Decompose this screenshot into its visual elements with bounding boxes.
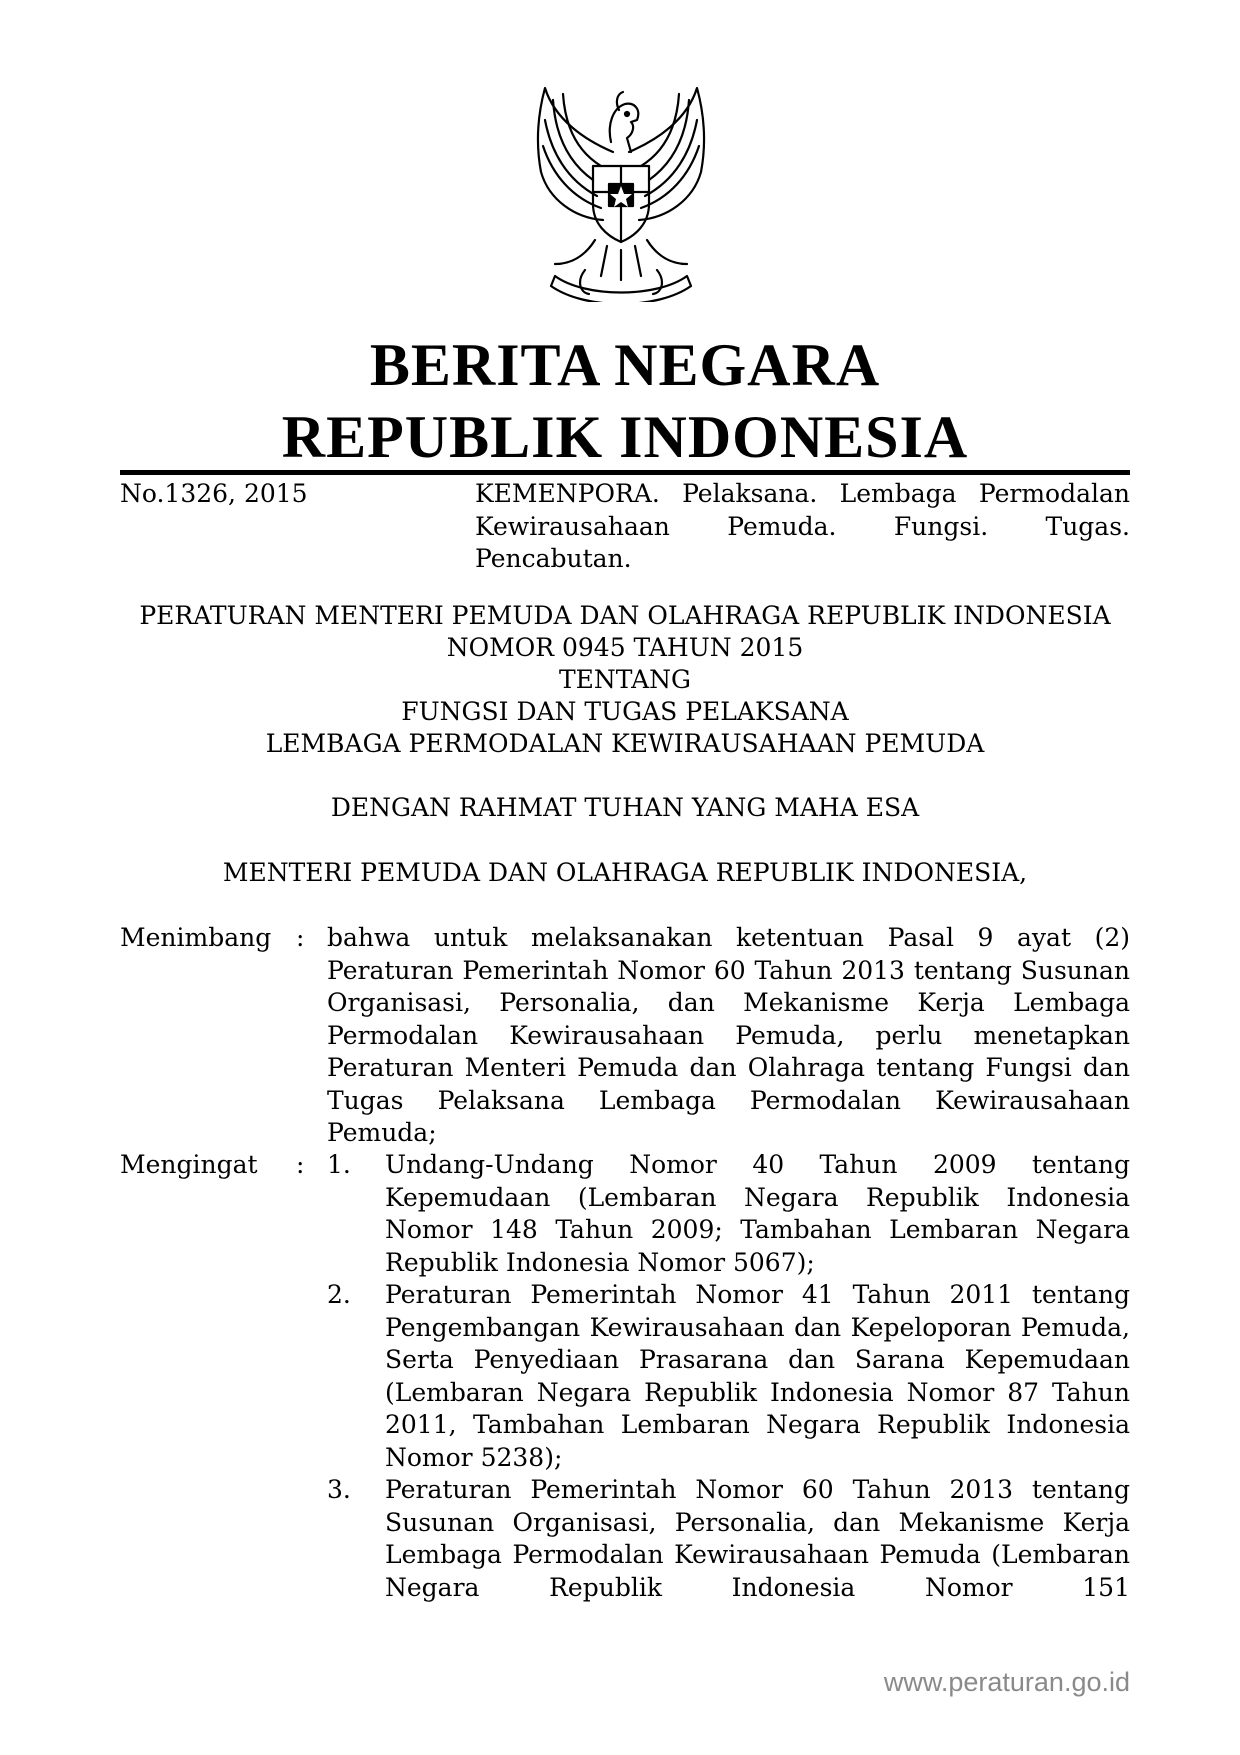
gazette-subject: KEMENPORA. Pelaksana. Lembaga Permodalan Kewirausahaan Pemuda. Fungsi. Tugas. Pencabutan. [475,479,1130,573]
menimbang-text: bahwa untuk melaksanakan ketentuan Pasal 9 ayat (2) Peraturan Pemerintah Nomor 60 Tahun 2013 tentang Susunan Organisasi, Personalia, dan Mekanisme Kerja Lembaga Permodalan Kewirausahaan Pemuda, perlu menetapkan Peraturan Menteri Pemuda dan Olahraga tentang Fungsi dan Tugas Pelaksana Lembaga Permodalan Kewirausahaan Pemuda; [327,923,1130,1147]
regulation-subject-line2: LEMBAGA PERMODALAN KEWIRAUSAHAAN PEMUDA [265,729,985,758]
regulation-subject-line1: FUNGSI DAN TUGAS PELAKSANA [401,697,849,726]
menimbang-label: Menimbang [120,923,272,952]
mengingat-label: Mengingat [120,1150,258,1179]
menimbang-colon: : [296,923,305,952]
mengingat-item-text: Peraturan Pemerintah Nomor 60 Tahun 2013 tentang Susunan Organisasi, Personalia, dan Mekanisme Kerja Lembaga Permodalan Kewirausahaan Pemuda (Lembaran Negara Republik Indonesia Nomor 151 [385,1475,1130,1602]
masthead-divider [120,470,1130,475]
mengingat-item-number: 3. [327,1475,351,1504]
masthead-title-line2: REPUBLIK INDONESIA [281,404,969,470]
regulation-number: NOMOR 0945 TAHUN 2015 [446,633,804,662]
garuda-emblem-icon [515,80,727,302]
gazette-number: No.1326, 2015 [120,479,308,508]
regulation-tentang: TENTANG [558,665,691,694]
mengingat-item-text: Peraturan Pemerintah Nomor 41 Tahun 2011 tentang Pengembangan Kewirausahaan dan Kepeloporan Pemuda, Serta Penyediaan Prasarana dan Sarana Kepemudaan (Lembaran Negara Republik Indonesia Nomor 87 Tahun 2011, Tambahan Lembaran Negara Republik Indonesia Nomor 5238); [385,1280,1130,1472]
mengingat-item-number: 1. [327,1150,351,1179]
footer-website-link[interactable]: www.peraturan.go.id [883,1667,1130,1697]
mengingat-item-number: 2. [327,1280,351,1309]
masthead-title-line1: BERITA NEGARA [369,332,881,398]
authority-line: MENTERI PEMUDA DAN OLAHRAGA REPUBLIK INDONESIA, [222,858,1028,887]
mengingat-item-text: Undang-Undang Nomor 40 Tahun 2009 tentang Kepemudaan (Lembaran Negara Republik Indonesia Nomor 148 Tahun 2009; Tambahan Lembaran Negara Republik Indonesia Nomor 5067); [385,1150,1130,1277]
blessing-line: DENGAN RAHMAT TUHAN YANG MAHA ESA [330,793,920,822]
mengingat-colon: : [296,1150,305,1179]
regulation-title-line1: PERATURAN MENTERI PEMUDA DAN OLAHRAGA REPUBLIK INDONESIA [139,601,1111,630]
